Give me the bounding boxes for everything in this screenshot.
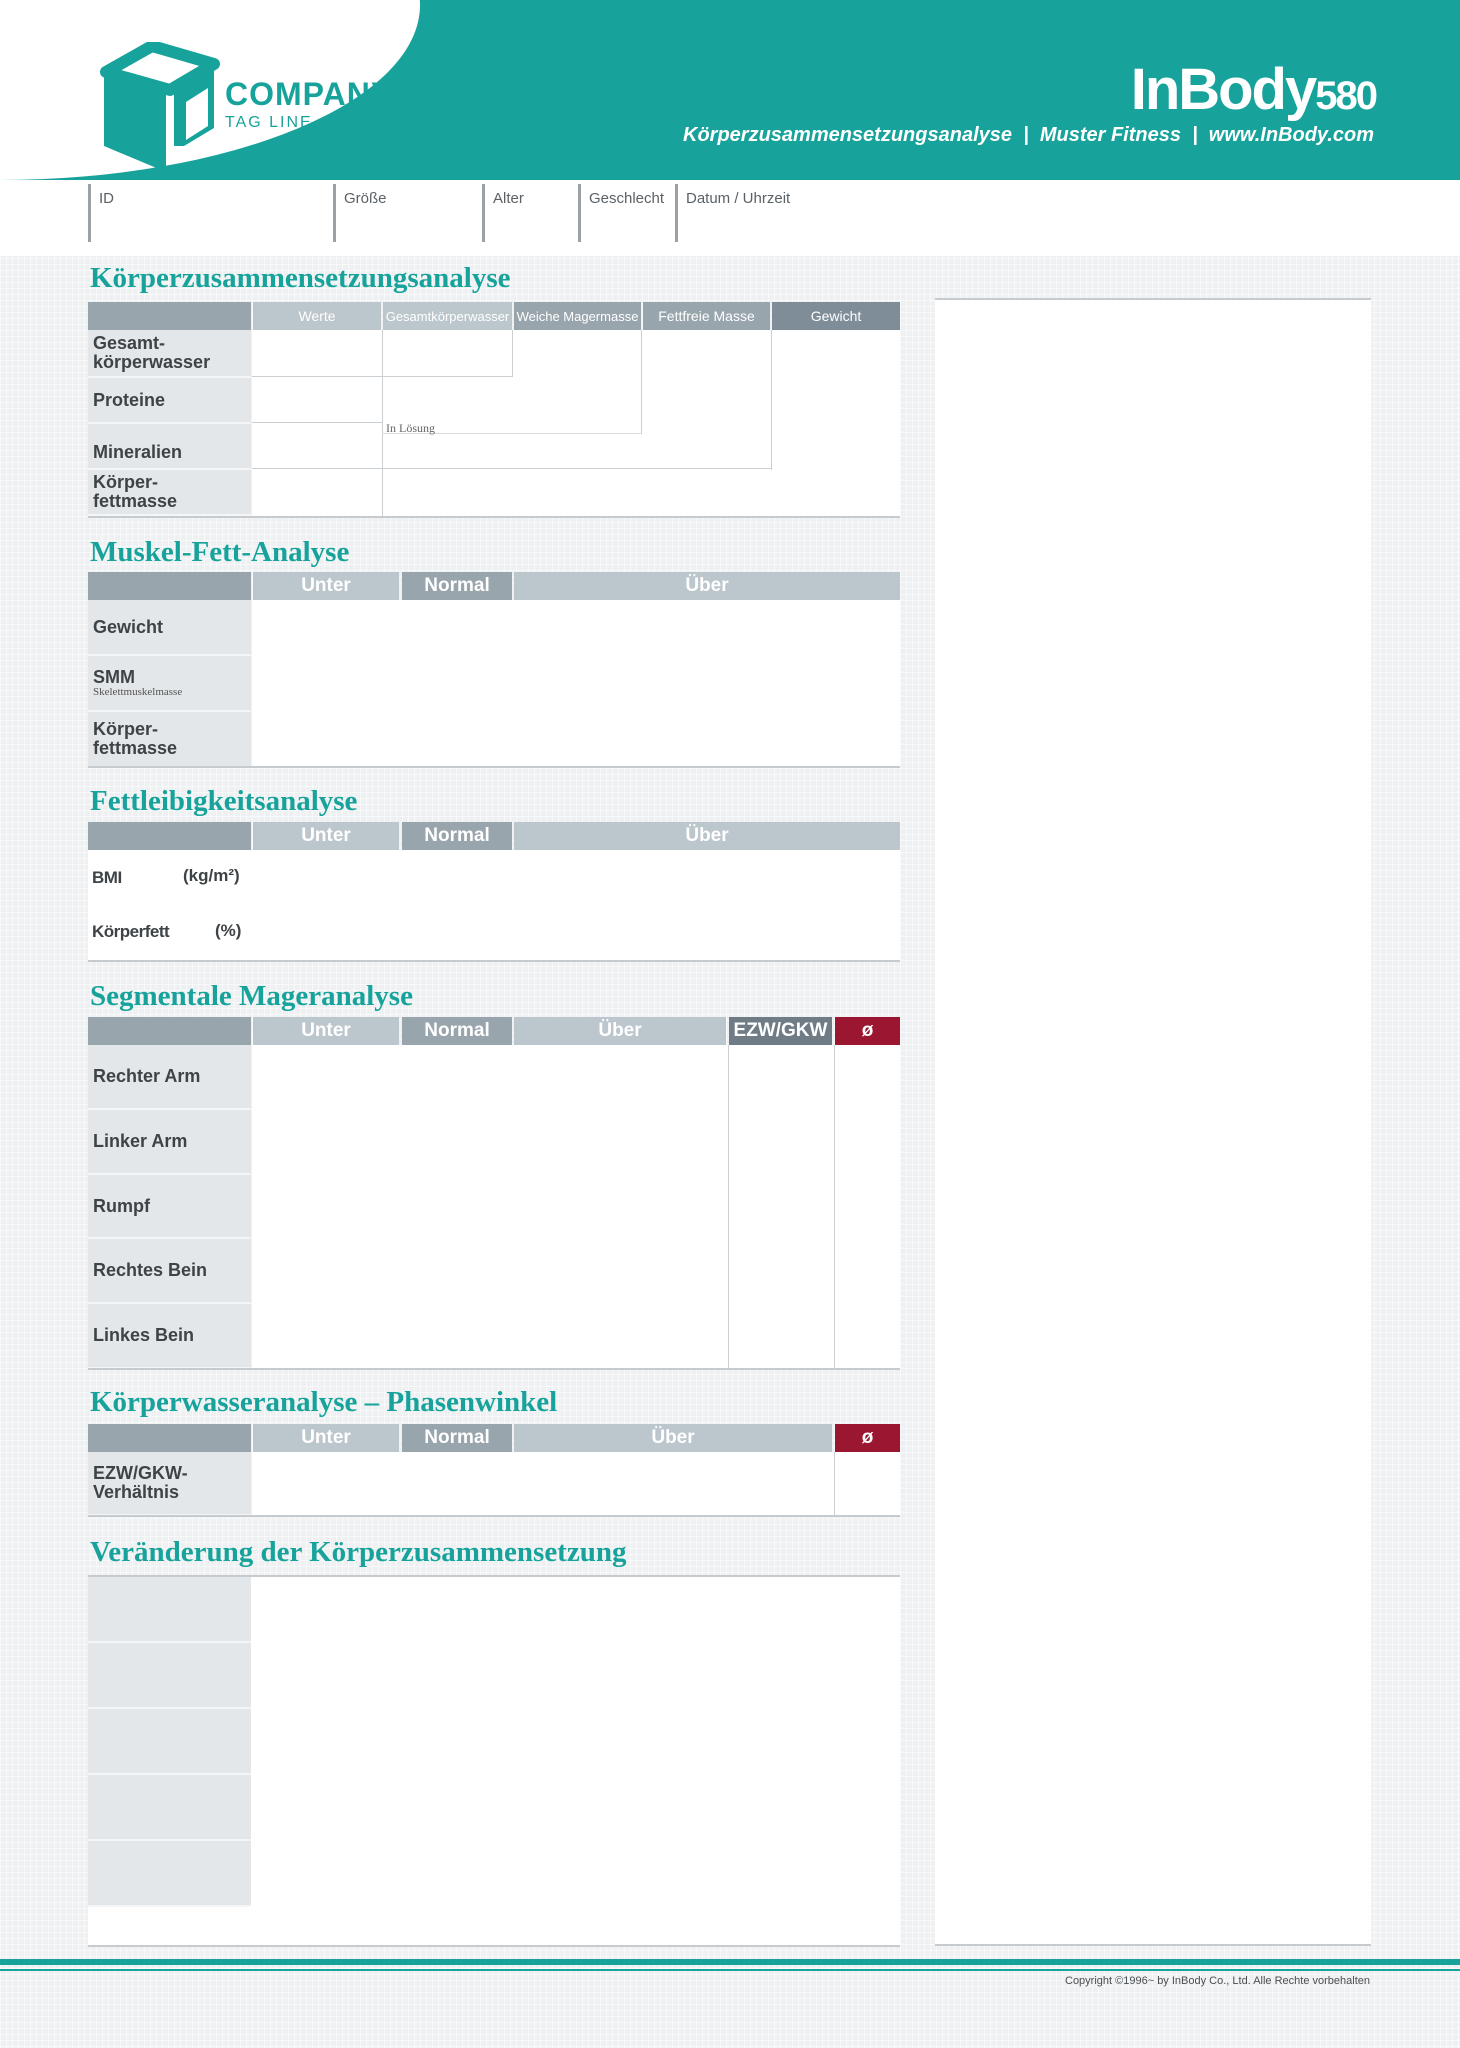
table-header-spacer <box>88 822 251 850</box>
row-label-rechtes-bein <box>88 1239 251 1304</box>
body-comp-values-area <box>252 330 900 516</box>
section-title-water: Körperwasseranalyse – Phasenwinkel <box>90 1386 558 1418</box>
grid-line <box>728 1045 729 1369</box>
right-results-panel <box>935 298 1371 1946</box>
copyright-text: Copyright ©1996~ by InBody Co., Ltd. Alle Rechte vorbehalten <box>1065 1975 1370 1987</box>
info-label-height: Größe <box>344 190 387 207</box>
brand-name: InBody <box>1130 57 1316 122</box>
smm-subtitle: Skelettmuskelmasse <box>93 685 183 698</box>
change-row-label <box>88 1841 251 1907</box>
info-field-age[interactable] <box>482 184 578 242</box>
info-field-gender[interactable] <box>578 184 676 242</box>
table-header-spacer <box>88 1017 251 1045</box>
grid-line <box>252 468 771 469</box>
row-text: SMM <box>93 666 135 687</box>
info-label-datetime: Datum / Uhrzeit <box>686 190 791 207</box>
row-text: Gesamt- körperwasser <box>93 333 211 372</box>
info-label-gender: Geschlecht <box>589 190 665 207</box>
section-bottom-rule <box>88 1515 900 1517</box>
row-text: Rechter Arm <box>93 1066 201 1087</box>
row-label-gewicht <box>88 600 251 656</box>
section-title-obesity: Fettleibigkeitsanalyse <box>90 785 358 817</box>
info-field-id[interactable] <box>88 184 333 242</box>
col-weiche-magermasse: Weiche Magermasse <box>514 302 641 330</box>
row-text: Linker Arm <box>93 1131 188 1152</box>
grid-line <box>641 330 642 434</box>
row-label-rechter-arm <box>88 1045 251 1110</box>
row-text: EZW/GKW- Verhältnis <box>93 1463 188 1502</box>
col-phase-angle: ø <box>835 1017 900 1045</box>
muscle-fat-chart-area <box>252 600 900 768</box>
row-label-koerperfettmasse <box>88 712 251 768</box>
row-text: Proteine <box>93 389 166 410</box>
row-label-linkes-bein <box>88 1304 251 1369</box>
segmental-chart-area <box>252 1045 900 1369</box>
unit-koerperfett: (%) <box>215 921 242 940</box>
change-row-label <box>88 1577 251 1643</box>
col-ezw-gkw: EZW/GKW <box>729 1017 832 1045</box>
col-normal: Normal <box>402 572 512 600</box>
row-text: Gewicht <box>93 616 164 637</box>
section-title-body-composition: Körperzusammensetzungsanalyse <box>90 262 511 294</box>
row-label-koerperfettmasse <box>88 470 251 516</box>
row-label-bmi: BMI <box>92 868 122 887</box>
row-text: Körper- fettmasse <box>93 472 178 511</box>
row-text: Rechtes Bein <box>93 1260 208 1281</box>
grid-line <box>771 330 772 470</box>
in-loesung-note: In Lösung <box>386 421 435 435</box>
row-label-linker-arm <box>88 1110 251 1175</box>
row-label-koerperfett: Körperfett <box>92 922 170 941</box>
info-field-height[interactable] <box>333 184 483 242</box>
col-unter: Unter <box>253 572 399 600</box>
section-title-change: Veränderung der Körperzusammensetzung <box>90 1536 627 1568</box>
col-ueber: Über <box>514 1017 726 1045</box>
section-bottom-rule <box>88 1945 900 1947</box>
footer-band <box>0 1959 1460 1965</box>
col-ueber: Über <box>514 1424 832 1452</box>
row-label-gesamtkoerperwasser <box>88 330 251 378</box>
col-unter: Unter <box>253 1017 399 1045</box>
section-title-muscle-fat: Muskel-Fett-Analyse <box>90 536 350 568</box>
company-logo-icon <box>100 42 220 178</box>
col-normal: Normal <box>402 822 512 850</box>
info-label-age: Alter <box>493 190 524 207</box>
table-header-spacer <box>88 1424 251 1452</box>
section-title-segmental: Segmentale Mageranalyse <box>90 980 413 1012</box>
row-text: Rumpf <box>93 1195 150 1216</box>
row-label-ezw-gkw-verhaeltnis <box>88 1452 251 1516</box>
row-label-mineralien <box>88 424 251 470</box>
grid-line <box>382 330 383 516</box>
col-gesamtkoerperwasser: Gesamtkörperwasser <box>383 302 512 330</box>
water-chart-area <box>252 1452 900 1516</box>
section-bottom-rule <box>88 960 900 962</box>
col-unter: Unter <box>253 1424 399 1452</box>
col-fettfreie-masse: Fettfreie Masse <box>643 302 770 330</box>
unit-bmi: (kg/m²) <box>183 866 240 885</box>
col-normal: Normal <box>402 1424 512 1452</box>
info-label-id: ID <box>99 190 114 207</box>
row-text: Körper- fettmasse <box>93 719 178 758</box>
brand-model: 580 <box>1315 74 1376 118</box>
section-bottom-rule <box>88 766 900 768</box>
col-normal: Normal <box>402 1017 512 1045</box>
section-bottom-rule <box>88 516 900 518</box>
brand-logo <box>1131 56 1376 123</box>
change-row-label <box>88 1775 251 1841</box>
row-label-proteine <box>88 378 251 424</box>
company-name: COMPANY <box>225 76 394 112</box>
change-row-label <box>88 1643 251 1709</box>
info-field-datetime[interactable] <box>675 184 875 242</box>
col-ueber: Über <box>514 822 900 850</box>
row-label-smm <box>88 656 251 712</box>
grid-line <box>252 376 512 377</box>
grid-line <box>252 422 382 423</box>
row-label-rumpf <box>88 1175 251 1239</box>
grid-line <box>834 1452 835 1516</box>
grid-line <box>512 330 513 377</box>
col-werte: Werte <box>253 302 381 330</box>
change-row-label <box>88 1709 251 1775</box>
col-gewicht: Gewicht <box>772 302 900 330</box>
row-text: Linkes Bein <box>93 1325 195 1346</box>
table-header-spacer <box>88 302 251 330</box>
footer-line <box>0 1969 1460 1971</box>
company-tagline: TAG LINE <box>225 114 313 131</box>
col-ueber: Über <box>514 572 900 600</box>
col-unter: Unter <box>253 822 399 850</box>
row-text: Mineralien <box>93 441 183 462</box>
col-phase-angle: ø <box>835 1424 900 1452</box>
table-header-spacer <box>88 572 251 600</box>
brand-subtitle: Körperzusammensetzungsanalyse | Muster Fitness | www.InBody.com <box>683 124 1374 146</box>
grid-line <box>834 1045 835 1369</box>
section-bottom-rule <box>88 1368 900 1370</box>
